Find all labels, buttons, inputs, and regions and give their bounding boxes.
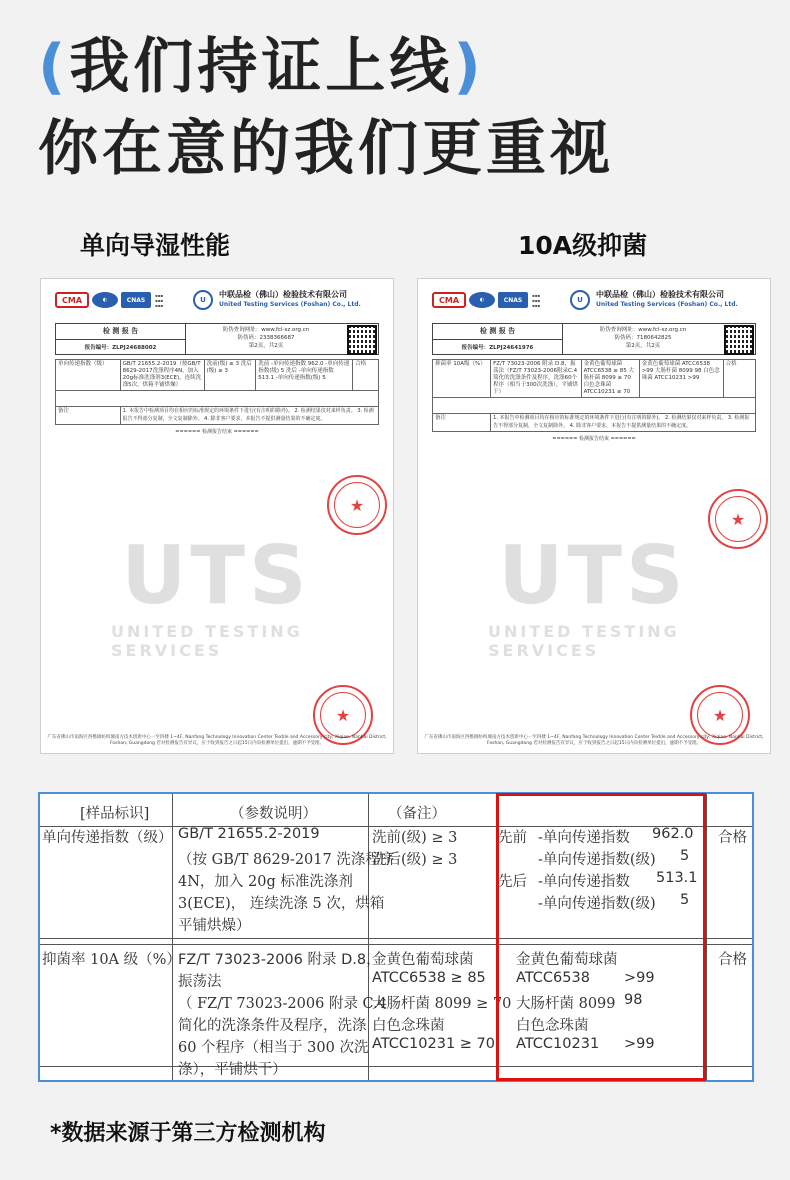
cert-header xyxy=(55,287,379,313)
row1-method-line: GB/T 21655.2-2019 xyxy=(178,826,320,842)
method-cell: FZ/T 73023-2006 附录 D.8，振荡法（FZ/T 73023-2006附录C.4简化的洗涤条件及程序，洗涤60个程序（相当于300次洗涤），平铺烘干） xyxy=(491,360,581,398)
row1-result-label: -单向传递指数 xyxy=(538,874,630,890)
table-row xyxy=(433,414,756,432)
row1-post-wash: 先后 xyxy=(498,874,527,890)
headline-title: 我们持证上线 xyxy=(69,32,454,102)
watermark-logo: UTS xyxy=(121,528,311,622)
header-params: （参数说明） xyxy=(230,806,317,822)
report-query-cell xyxy=(563,324,723,354)
notes-text: 1. 本报告中检测项目均在相应的标准规定的环境条件下进行(有注明的除外)。 2. 检测结果仅对来样负责。 3. 检测报告不得部分复制，全文复制除外。 4. 除非客户要求，本报告不提供测量结果的不确定度。 xyxy=(120,407,378,425)
report-end: ====== 检测报告结束 ====== xyxy=(175,429,259,435)
row2-tech-line: 白色念珠菌 xyxy=(372,1018,445,1034)
method-cell: GB/T 21655.2-2019（按GB/T 8629-2017洗涤程序4N，加入20g标准洗涤剂3(ECE)，连续洗涤5次，烘箱平铺烘燥） xyxy=(120,360,204,391)
report-info-box xyxy=(432,323,756,355)
cma-logo-icon: CMA xyxy=(432,292,466,308)
report-title: 检 测 报 告 xyxy=(479,327,516,336)
table-divider xyxy=(496,794,497,1080)
row2-tech-line: 大肠杆菌 8099 ≥ 70 xyxy=(372,996,512,1012)
anti-fake-code: 防伪码：2338366687 xyxy=(237,335,295,341)
row2-method-line: FZ/T 73023-2006 附录 D.8， xyxy=(178,952,381,968)
page-number: 第2页，共2页 xyxy=(248,343,284,349)
cert-footer: 广东省佛山市南海区西樵镇纺织城南方技术创新中心一至四楼 1~4F, Nanfang Technology Innovation Center Textile and Accessory city, Xiqiao, Nanhai District, Foshan, Guangdong 若对检测报告有异议，应于收到报告之日起15日内向检测单位提出，逾期不予受理。 xyxy=(424,735,764,746)
row1-method-line: 4N，加入 20g 标准洗涤剂 xyxy=(178,874,353,890)
row2-method-line: 振荡法 xyxy=(178,974,222,990)
company-name-cn: 中联品检（佛山）检验技术有限公司 xyxy=(219,290,347,299)
company-name-cn: 中联品检（佛山）检验技术有限公司 xyxy=(596,290,724,299)
accreditation-text: ▪▪▪ ▪▪▪ ▪▪▪ xyxy=(532,292,541,308)
test-item-cell: 单向传递指数（级） xyxy=(56,360,121,391)
row2-result-label: 大肠杆菌 8099 xyxy=(516,996,616,1012)
uts-watermark xyxy=(111,489,321,699)
report-title: 检 测 报 告 xyxy=(102,327,139,336)
row2-method-line: 60 个程序（相当于 300 次洗 xyxy=(178,1040,369,1056)
company-name-en: United Testing Services (Foshan) Co., Ltd. xyxy=(596,301,738,308)
verdict-cell: 合格 xyxy=(353,360,379,391)
query-site: 防伪查询网址：www.fcl-sz.org.cn xyxy=(599,327,687,333)
row1-result-value: 962.0 xyxy=(652,826,694,842)
row1-method-line: 3(ECE)， 连续洗涤 5 次，烘箱 xyxy=(178,896,385,912)
row2-tech-line: 金黄色葡萄球菌 xyxy=(372,952,474,968)
close-paren: ) xyxy=(453,32,485,102)
accreditation-text: ▪▪▪ ▪▪▪ ▪▪▪ xyxy=(155,292,164,308)
row1-pre-wash: 先前 xyxy=(498,830,527,846)
company-seal-icon: ★ xyxy=(313,685,373,745)
company-name xyxy=(219,290,361,310)
row1-method-line: （按 GB/T 8629-2017 洗涤程序 xyxy=(178,852,395,868)
tech-cell: 金黄色葡萄球菌 ATCC6538 ≥ 85 大肠杆菌 8099 ≥ 70 白色念珠菌 ATCC10231 ≥ 70 xyxy=(581,360,639,398)
table-row xyxy=(433,398,756,414)
row1-result-label: -单向传递指数 xyxy=(538,830,630,846)
row2-method-line: 简化的洗涤条件及程序，洗涤 xyxy=(178,1018,367,1034)
row2-method-line: 涤），平铺烘干） xyxy=(178,1062,287,1078)
row2-tech-line: ATCC10231 ≥ 70 xyxy=(372,1036,495,1052)
row2-tech-line: ATCC6538 ≥ 85 xyxy=(372,970,486,986)
row1-tech-line: 洗后(级) ≥ 3 xyxy=(372,852,458,868)
row2-result-label: ATCC10231 xyxy=(516,1036,600,1052)
watermark-logo: UTS xyxy=(498,528,688,622)
uts-watermark xyxy=(488,489,698,699)
tech-cell: 洗前(级) ≥ 3 洗后(级) ≥ 3 xyxy=(204,360,256,391)
cnas-logo-icon: CNAS xyxy=(121,292,151,308)
row1-result-value: 513.1 xyxy=(656,870,698,886)
certificate-antibacterial xyxy=(417,278,771,754)
table-divider xyxy=(40,938,752,939)
result-cell: 洗前 -单向传递指数 962.0 -单向传递指数(级) 5 洗后 -单向传递指数 513.1 -单向传递指数(级) 5 xyxy=(256,360,353,391)
row2-result-value: >99 xyxy=(624,1036,655,1052)
header-notes: （备注） xyxy=(388,806,446,822)
qr-code-icon xyxy=(724,325,754,355)
row2-result-label: 白色念珠菌 xyxy=(516,1018,589,1034)
headline xyxy=(38,30,758,186)
row1-test-item: 单向传递指数（级） xyxy=(42,830,173,846)
verdict-cell: 合格 xyxy=(723,360,755,398)
company-name-en: United Testing Services (Foshan) Co., Ltd. xyxy=(219,301,361,308)
headline-title-row xyxy=(38,30,758,104)
table-row xyxy=(56,360,379,391)
row1-verdict: 合格 xyxy=(718,830,747,846)
report-number: 报告编号：ZLPJ24641976 xyxy=(433,339,562,355)
caption-moisture-wicking: 单向导湿性能 xyxy=(80,231,231,260)
notes-label: 备注 xyxy=(56,407,121,425)
company-seal-icon: ★ xyxy=(327,475,387,535)
cert-header xyxy=(432,287,756,313)
row2-result-value: 98 xyxy=(624,992,643,1008)
watermark-text: UNITED TESTING SERVICES xyxy=(111,621,303,660)
source-note: *数据来源于第三方检测机构 xyxy=(50,1121,326,1146)
table-row xyxy=(56,407,379,425)
qr-code-icon xyxy=(347,325,377,355)
uts-logo-icon: U xyxy=(570,290,590,310)
company-name xyxy=(596,290,738,310)
query-site: 防伪查询网址：www.fcl-sz.org.cn xyxy=(222,327,310,333)
report-info-box xyxy=(55,323,379,355)
report-number: 报告编号：ZLPJ24688002 xyxy=(56,339,185,355)
ilac-logo-icon: ◐ xyxy=(92,292,118,308)
row2-method-line: （ FZ/T 73023-2006 附录 C.4 xyxy=(178,996,387,1012)
page-number: 第2页，共2页 xyxy=(625,343,661,349)
notes-label: 备注 xyxy=(433,414,491,432)
caption-antibacterial: 10A级抑菌 xyxy=(518,231,648,260)
row1-result-label: -单向传递指数(级) xyxy=(538,896,656,912)
open-paren: ( xyxy=(38,32,70,102)
report-title-cell xyxy=(433,324,563,354)
company-seal-icon: ★ xyxy=(708,489,768,549)
table-divider xyxy=(40,944,752,945)
report-title-cell xyxy=(56,324,186,354)
row2-test-item: 抑菌率 10A 级（%） xyxy=(42,952,181,968)
result-table xyxy=(432,359,756,432)
anti-fake-code: 防伪码：7180642825 xyxy=(614,335,672,341)
table-row xyxy=(433,360,756,398)
row2-result-label: ATCC6538 xyxy=(516,970,590,986)
notes-text: 1. 本报告中检测项目均在相应的标准规定的环境条件下进行(有注明的除外)。 2. 检测结果仅对来样负责。 3. 检测报告不得部分复制，全文复制除外。 4. 除非客户要求，本报告不提供测量结果的不确定度。 xyxy=(491,414,756,432)
result-cell: 金黄色葡萄球菌 ATCC6538 >99 大肠杆菌 8099 98 白色念珠菌 ATCC10231 >99 xyxy=(639,360,723,398)
row1-result-value: 5 xyxy=(680,892,690,908)
table-row xyxy=(56,391,379,407)
uts-logo-icon: U xyxy=(193,290,213,310)
row1-result-value: 5 xyxy=(680,848,690,864)
row2-result-label: 金黄色葡萄球菌 xyxy=(516,952,618,968)
row2-result-value: >99 xyxy=(624,970,655,986)
company-seal-icon: ★ xyxy=(690,685,750,745)
cnas-logo-icon: CNAS xyxy=(498,292,528,308)
table-divider xyxy=(706,794,707,1080)
row1-method-line: 平铺烘燥） xyxy=(178,918,251,934)
certificate-moisture xyxy=(40,278,394,754)
ilac-logo-icon: ◐ xyxy=(469,292,495,308)
zoomed-result-table xyxy=(38,792,754,1082)
cma-logo-icon: CMA xyxy=(55,292,89,308)
row1-tech-line: 洗前(级) ≥ 3 xyxy=(372,830,458,846)
report-end: ====== 检测报告结束 ====== xyxy=(552,436,636,442)
test-item-cell: 抑菌率 10A级（%） xyxy=(433,360,491,398)
headline-subtitle: 你在意的我们更重视 xyxy=(38,114,614,184)
result-table xyxy=(55,359,379,425)
cert-footer: 广东省佛山市南海区西樵镇纺织城南方技术创新中心一至四楼 1~4F, Nanfang Technology Innovation Center Textile and Accessory city, Xiqiao, Nanhai District, Foshan, Guangdong 若对检测报告有异议，应于收到报告之日起15日内向检测单位提出，逾期不予受理。 xyxy=(47,735,387,746)
watermark-text: UNITED TESTING SERVICES xyxy=(488,621,680,660)
header-sample-id: [样品标识] xyxy=(80,806,150,822)
report-query-cell xyxy=(186,324,346,354)
table-divider xyxy=(40,1066,752,1067)
row1-result-label: -单向传递指数(级) xyxy=(538,852,656,868)
row2-verdict: 合格 xyxy=(718,952,747,968)
